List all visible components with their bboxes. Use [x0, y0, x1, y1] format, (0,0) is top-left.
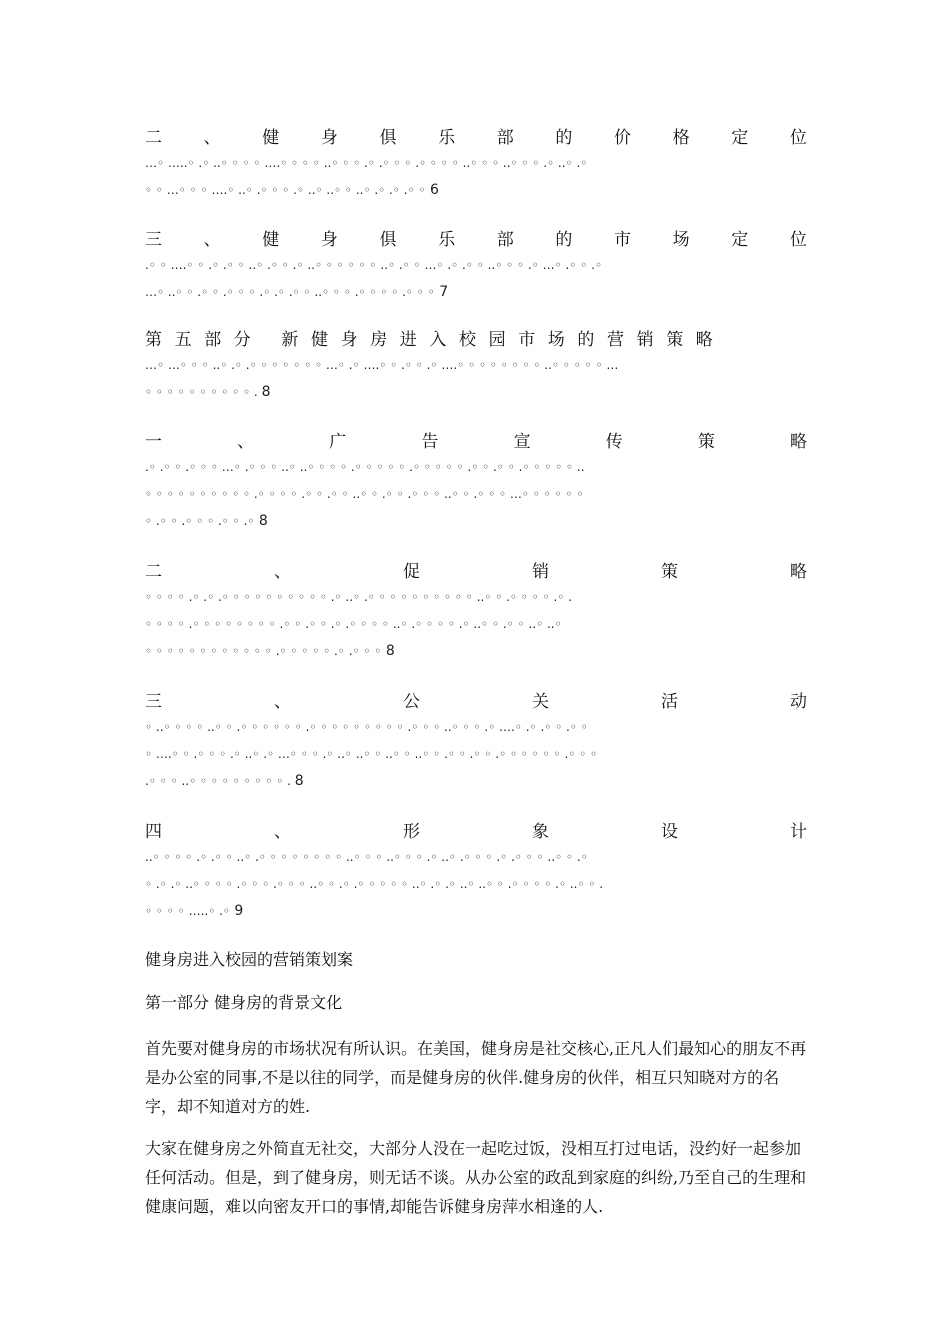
toc-entry-title: 四 、 形 象 设 计: [145, 822, 807, 842]
toc-page-number: 8: [261, 385, 271, 399]
toc-entry[interactable]: [145, 692, 807, 788]
toc-leader-dots: ..◦ ◦ ◦ ◦ .◦ .◦ ◦ ..◦ .◦ ◦ ◦ ◦ ◦ ◦ ◦ ◦ ..◦ ◦ ◦ ..◦ ◦ ◦ .◦ ..◦ .◦ ◦ ◦ .◦ .◦ ◦ ◦ ..◦ ◦ .◦: [145, 850, 588, 864]
toc-leader-dots: ◦ ◦ ◦ ◦ ◦ ◦ ◦ ◦ ◦ ◦ ◦ ◦ .◦ ◦ ◦ ◦ ◦ .◦ .◦ ◦ ◦ 8: [145, 644, 395, 658]
toc-entry-title: 二 、 促 销 策 略: [145, 562, 807, 582]
toc-leader-dots: ◦ ◦ ◦ ◦ .◦ .◦ .◦ ◦ ◦ ◦ ◦ ◦ ◦ ◦ ◦ ◦ .◦ ..◦ .◦ ◦ ◦ ◦ ◦ ◦ ◦ ◦ ◦ ◦ ..◦ ◦ .◦ ◦ ◦ ◦ .◦ .: [145, 590, 573, 604]
toc-leader-dots: .◦ .◦ ◦ .◦ ◦ ◦ …◦ .◦ ◦ ◦ ..◦ ..◦ ◦ ◦ ◦ .◦ ◦ ◦ ◦ ◦ .◦ ◦ ◦ ◦ ◦ .◦ ◦ .◦ ◦ .◦ ◦ ◦ ◦ ◦ ..: [145, 460, 585, 474]
toc-entry-title: 三 、 公 关 活 动: [145, 692, 807, 712]
toc-leader-dots: .◦ ◦ ◦ ..◦ ◦ ◦ ◦ ◦ ◦ ◦ ◦ ◦ . 8: [145, 774, 304, 788]
paragraph-2: 大家在健身房之外简直无社交，大部分人没在一起吃过饭，没相互打过电话，没约好一起参加任何活动。但是，到了健身房，则无话不谈。从办公室的政乱到家庭的纠纷,乃至自己的生理和健康问题，难以向密友开口的事情,却能告诉健身房萍水相逢的人.: [145, 1139, 807, 1216]
toc-page-number: 8: [254, 514, 268, 528]
document-title: 健身房进入校园的营销策划案: [145, 950, 354, 969]
toc-leader-dots: ◦ ◦ ◦ ◦ ◦ ◦ ◦ ◦ ◦ ◦ . 8: [145, 385, 271, 399]
toc-leader-dots: ◦ ….◦ ◦ .◦ ◦ ◦ .◦ ..◦ .◦ …◦ ◦ ◦ .◦ ..◦ ..◦ ◦ ..◦ ◦ ..◦ ◦ .◦ ◦ .◦ ◦ .◦ ◦ ◦ ◦ ◦ ◦ .◦ ◦ ◦: [145, 747, 598, 761]
toc-entry-title: 二 、 健 身 俱 乐 部 的 价 格 定 位: [145, 128, 807, 148]
toc-page-number: 9: [229, 904, 244, 918]
toc-leader-dots: .◦ ◦ ….◦ ◦ .◦ .◦ ◦ ..◦ .◦ ◦ .◦ ..◦ ◦ ◦ ◦ ◦ ◦ ..◦ .◦ ◦ …◦ .◦ .◦ ◦ ..◦ ◦ ◦ .◦ …◦ .◦ ◦ .◦: [145, 258, 603, 272]
paragraph-1: 首先要对健身房的市场状况有所认识。在美国，健身房是社交核心,正凡人们最知心的朋友不再是办公室的同事,不是以往的同学，而是健身房的伙伴.健身房的伙伴，相互只知晓对方的名字，却不知道对方的姓.: [145, 1039, 807, 1116]
toc-leader-dots: ◦ ◦ ◦ ◦ …..◦ .◦ 9: [145, 904, 244, 918]
toc-leader-dots: ◦ ◦ ◦ ◦ .◦ ◦ ◦ ◦ ◦ ◦ ◦ ◦ .◦ ◦ .◦ ◦ .◦ .◦ ◦ ◦ ◦ ..◦ .◦ ◦ ◦ ◦ .◦ ..◦ ◦ .◦ ◦ ..◦ ..◦: [145, 617, 562, 631]
toc-entry[interactable]: [145, 562, 807, 658]
toc-entry[interactable]: [145, 230, 807, 299]
toc-leader-dots: ◦ .◦ ◦ .◦ ◦ ◦ .◦ ◦ .◦ 8: [145, 514, 268, 528]
toc-page-number: 8: [381, 644, 395, 658]
toc-entry[interactable]: [145, 128, 807, 197]
toc-leader-dots: …◦ …◦ ◦ ◦ ..◦ .◦ .◦ ◦ ◦ ◦ ◦ ◦ ◦ …◦ .◦ ….◦ ◦ .◦ ◦ .◦ ….◦ ◦ ◦ ◦ ◦ ◦ ◦ ◦ ..◦ ◦ ◦ ◦ ◦ …: [145, 358, 619, 372]
toc-leader-dots: ◦ .◦ .◦ ..◦ ◦ ◦ ◦ .◦ ◦ ◦ .◦ ◦ ◦ ..◦ ◦ .◦ .◦ ◦ ◦ ◦ ◦ ..◦ .◦ .◦ ..◦ ..◦ ◦ .◦ ◦ ◦ ◦ .◦ ..◦ ◦ .: [145, 877, 604, 891]
toc-entry[interactable]: [145, 330, 807, 399]
toc-page-number: 8: [294, 774, 304, 788]
toc-leader-dots: …◦ …..◦ .◦ ..◦ ◦ ◦ ◦ ….◦ ◦ ◦ ◦ ..◦ ◦ ◦ .◦ .◦ ◦ ◦ .◦ ◦ ◦ ◦ ..◦ ◦ ◦ ..◦ ◦ ◦ .◦ ..◦ .◦: [145, 156, 588, 170]
toc-entry[interactable]: [145, 432, 807, 528]
toc-entry-title: 三 、 健 身 俱 乐 部 的 市 场 定 位: [145, 230, 807, 250]
toc-leader-dots: ◦ ..◦ ◦ ◦ ◦ ..◦ ◦ .◦ ◦ ◦ ◦ ◦ ◦ .◦ ◦ ◦ ◦ ◦ ◦ ◦ ◦ ◦ .◦ ◦ ◦ ..◦ ◦ ◦ .◦ ….◦ .◦ .◦ ◦ .◦ ◦: [145, 720, 588, 734]
toc-leader-dots: …◦ ..◦ ◦ .◦ ◦ .◦ ◦ ◦ .◦ .◦ .◦ ◦ ..◦ ◦ ◦ .◦ ◦ ◦ ◦ .◦ ◦ ◦ 7: [145, 285, 449, 299]
toc-page-number: 7: [434, 285, 449, 299]
toc-leader-dots: ◦ ◦ …◦ ◦ ◦ ….◦ ..◦ .◦ ◦ ◦ .◦ ..◦ ..◦ ◦ ..◦ .◦ .◦ .◦ ◦ 6: [145, 183, 439, 197]
part-heading: 第一部分 健身房的背景文化: [145, 993, 343, 1012]
toc-leader-dots: ◦ ◦ ◦ ◦ ◦ ◦ ◦ ◦ ◦ ◦ .◦ ◦ ◦ ◦ .◦ ◦ .◦ ◦ ..◦ ◦ .◦ ◦ .◦ ◦ ◦ ..◦ ◦ .◦ ◦ ◦ …◦ ◦ ◦ ◦ ◦ ◦: [145, 487, 584, 501]
toc-entry[interactable]: [145, 822, 807, 918]
toc-page-number: 6: [425, 183, 439, 197]
toc-entry-title: 一 、 广 告 宣 传 策 略: [145, 432, 807, 452]
toc-entry-title: 第五部分 新健身房进入校园市场的营销策略: [145, 330, 726, 350]
